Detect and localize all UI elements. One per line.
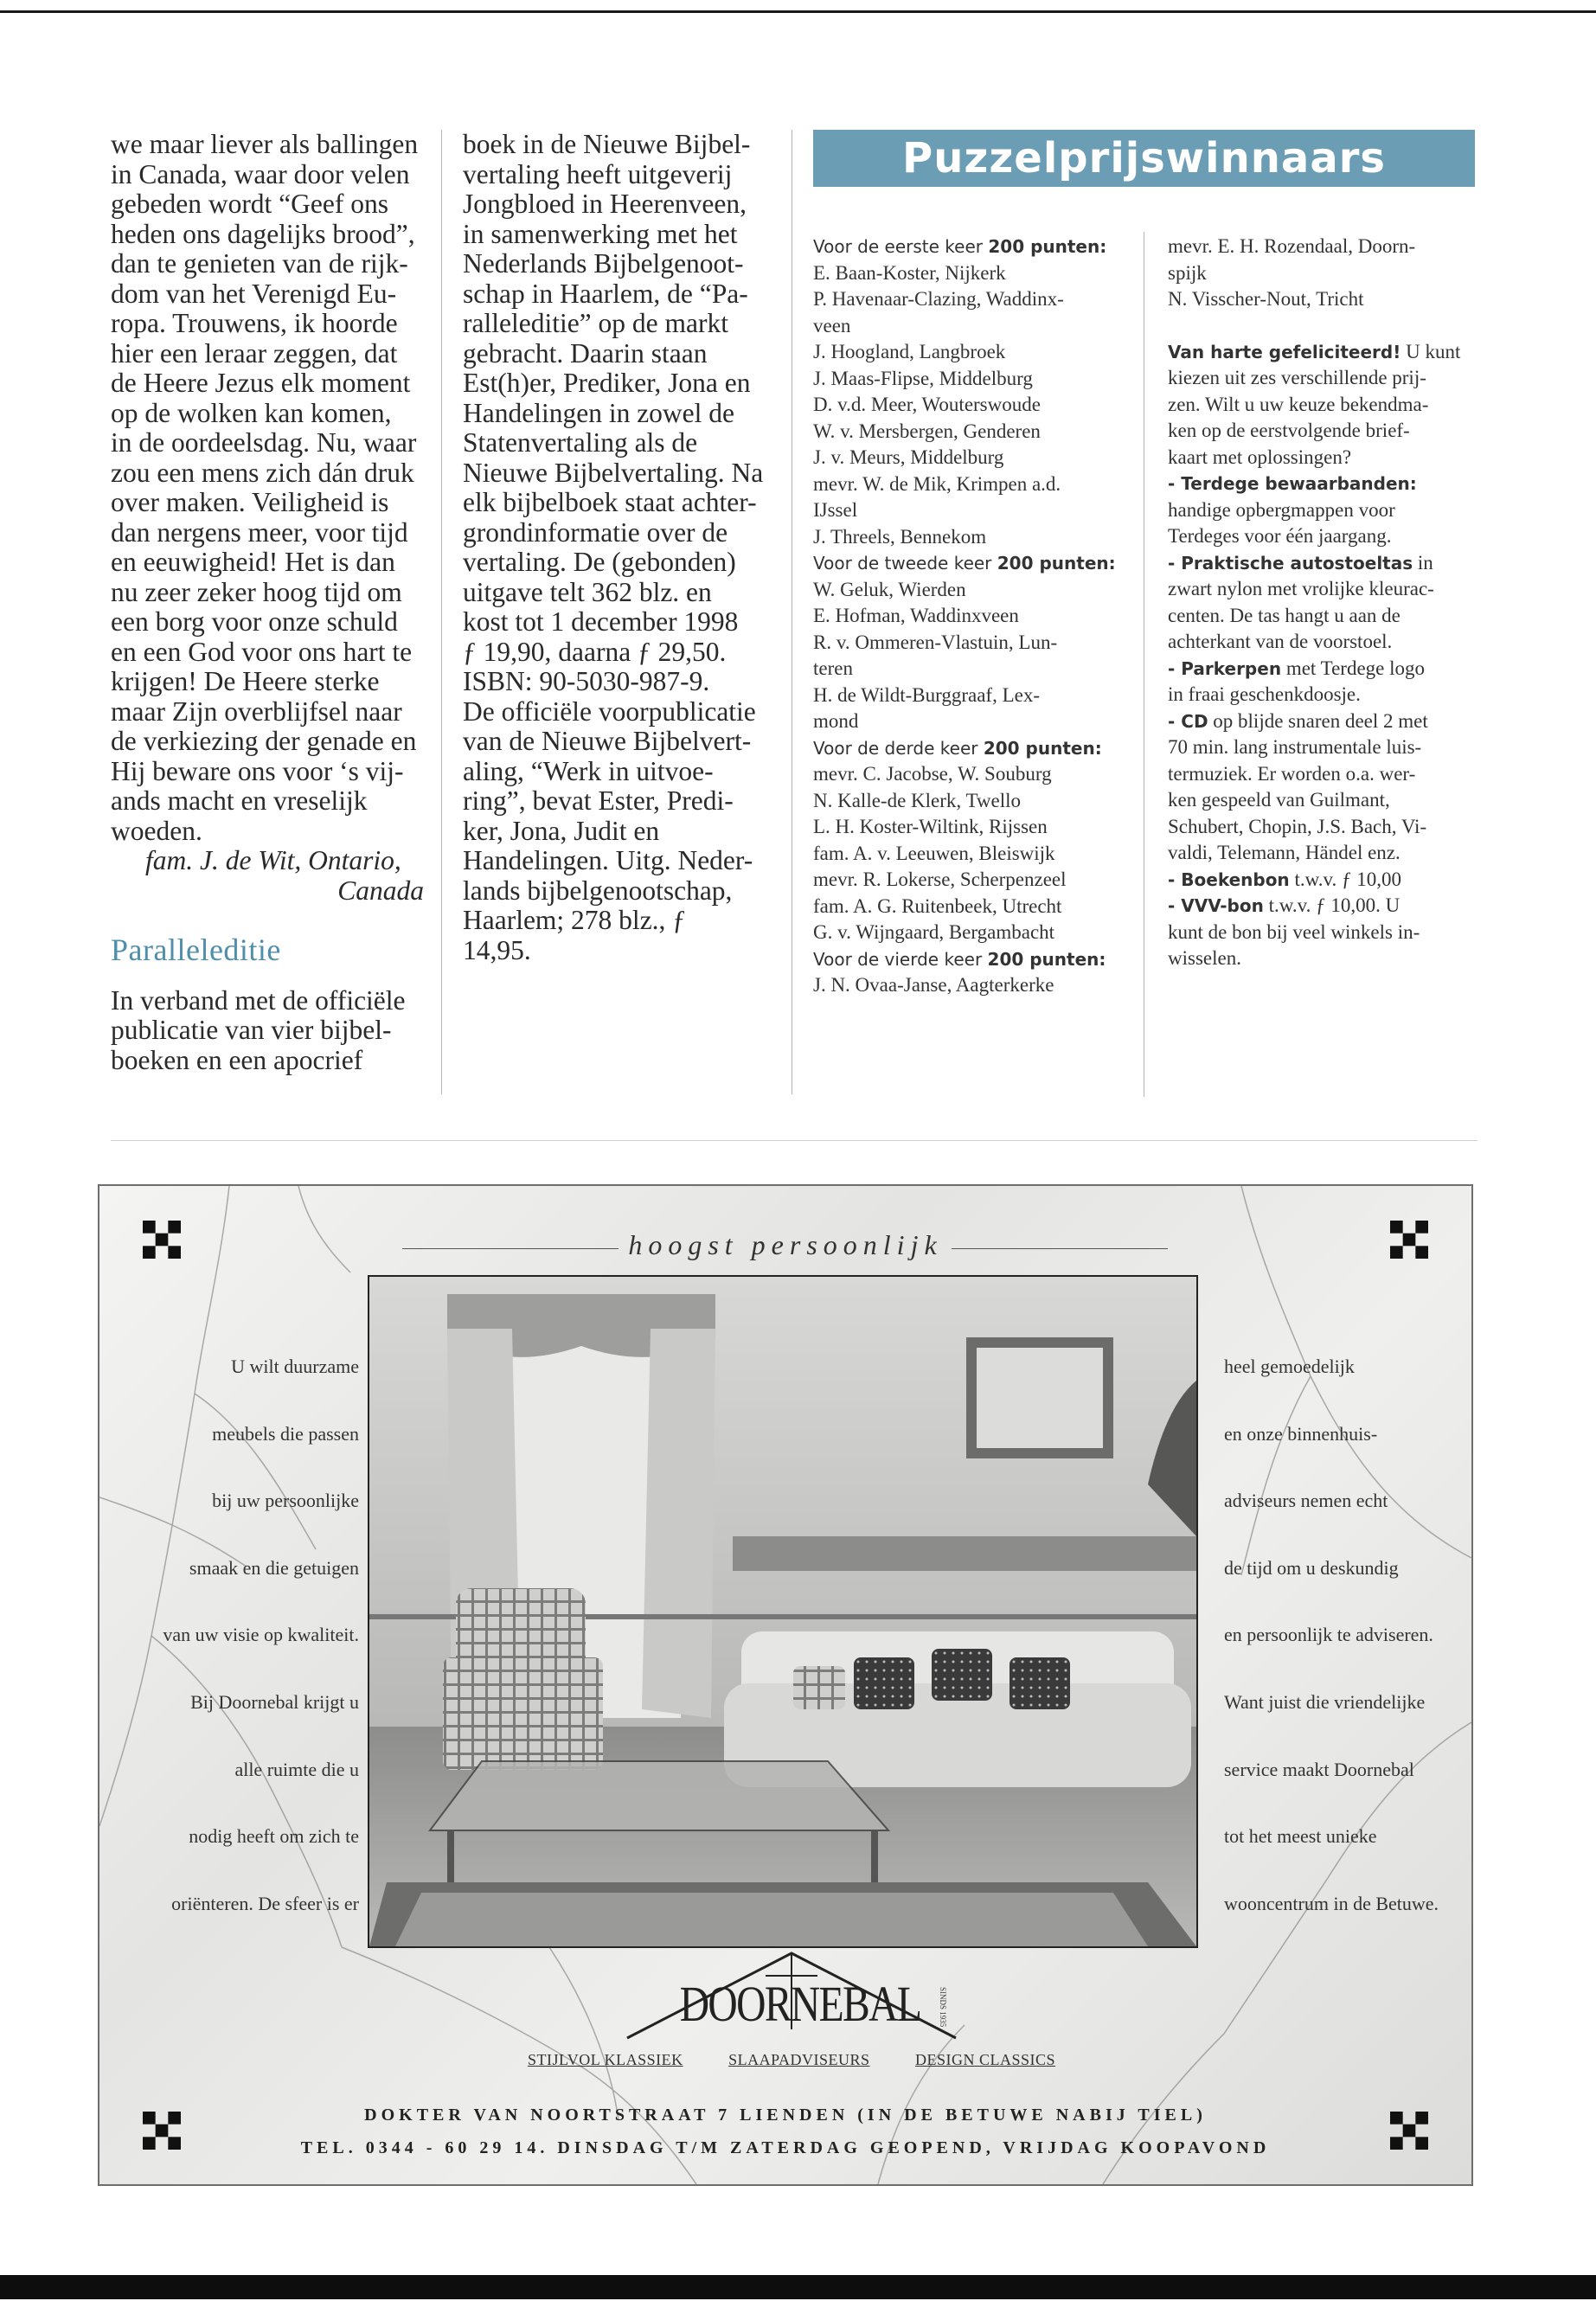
ad-departments — [402, 2051, 1181, 2069]
checker-ornament-icon — [1390, 1221, 1428, 1259]
group-heading: Voor de tweede keer 200 punten: — [813, 553, 1116, 574]
ad-tagline: hoogst persoonlijk — [628, 1229, 943, 1260]
doornebal-advertisement — [98, 1184, 1473, 2186]
checker-ornament-icon — [143, 2112, 181, 2150]
department-slaapadviseurs: SLAAPADVISEURS — [728, 2051, 870, 2068]
subheading-paralleleditie: Paralleleditie — [111, 933, 281, 967]
column-divider — [441, 130, 442, 1094]
doornebal-logo: DOORNEBAL — [679, 1976, 921, 2032]
letter-signature: fam. J. de Wit, Ontario, — [145, 845, 401, 875]
letter-signature-country: Canada — [337, 875, 424, 906]
department-design-classics: DESIGN CLASSICS — [915, 2051, 1056, 2068]
checker-ornament-icon — [143, 1221, 181, 1259]
article-column-1: we maar liever als ballingen in Canada, waar door velen gebeden wordt “Geef ons heden ons dagelijks brood”, dan te genieten van de rijk- dom van het Verenigd Eu- ropa. Trouwens, ik hoorde hier een leraar zeggen, dat de Heere Jezus elk moment op de wolken kan komen, in de oordeelsdag. Nu, waar zou een mens zich dán druk over maken. Veiligheid is dan nergens meer, voor tijd en eeuwigheid! Het is dan nu zeer zeker hoog tijd om een borg voor onze schuld en een God voor ons hart te krijgen! De Heere sterke maar Zijn overblijfsel naar de verkiezing der genade en Hij beware ons voor ‘s vij- ands macht en vreselijk woeden. fam. J. de Wit, Ontario, Canada Paralleleditie In verband met de officiële publicatie van vier bijbel- boeken en een apocrief — [111, 129, 424, 1075]
living-room-illustration — [369, 1277, 1196, 1946]
ad-copy-left: U wilt duurzame meubels die passen bij uw persoonlijke smaak en die getuigen van uw visie op kwaliteit. Bij Doornebal krijgt u alle ruimte die u nodig heeft om zich te oriënteren. De sfeer is er — [163, 1356, 359, 1914]
group-heading: Voor de eerste keer 200 punten: — [813, 236, 1107, 257]
bottom-bar — [0, 2275, 1596, 2299]
top-rule — [0, 10, 1596, 13]
living-room-photo — [368, 1275, 1198, 1948]
ad-address: DOKTER VAN NOORTSTRAAT 7 LIENDEN (IN DE BETUWE NABIJ TIEL) — [364, 2106, 1207, 2125]
group-heading: Voor de derde keer 200 punten: — [813, 737, 1102, 759]
department-stijlvol-klassiek: STIJLVOL KLASSIEK — [527, 2051, 683, 2068]
group-heading: Voor de vierde keer 200 punten: — [813, 948, 1106, 970]
prize-list: mevr. E. H. Rozendaal, Doorn- spijk N. Visscher-Nout, Tricht Van harte gefeliciteerd! U kunt kiezen uit zes verschillende prij- zen. Wilt u uw keuze bekendma- ken op de eerstvolgende brief- kaart met oplossingen? - Terdege bewaarbanden: handige opbergmappen voor Terdeges voor één jaargang. - Praktische autostoeltas in zwart nylon met vrolijke kleurac- centen. De tas hangt u aan de achterkant van de voorstoel. - Parkerpen met Terdege logo in fraai geschenkdoosje. - CD op blijde snaren deel 2 met 70 min. lang instrumentale luis- termuziek. Er worden o.a. wer- ken gespeeld van Guilmant, Schubert, Chopin, J.S. Bach, Vi- valdi, Telemann, Händel enz. - Boekenbon t.w.v. ƒ 10,00 - VVV-bon t.w.v. ƒ 10,00. U kunt de bon bij veel winkels in- wisselen. — [1168, 235, 1461, 969]
winners-list: Voor de eerste keer 200 punten: E. Baan-Koster, Nijkerk P. Havenaar-Clazing, Waddinx- veen J. Hoogland, Langbroek J. Maas-Flipse, Middelburg D. v.d. Meer, Wouterswoude W. v. Mersbergen, Genderen J. v. Meurs, Middelburg mevr. W. de Mik, Krimpen a.d. IJssel J. Threels, Bennekom Voor de tweede keer 200 punten: W. Geluk, Wierden E. Hofman, Waddinxveen R. v. Ommeren-Vlastuin, Lun- teren H. de Wildt-Burggraaf, Lex- mond Voor de derde keer 200 punten: mevr. C. Jacobse, W. Souburg N. Kalle-de Klerk, Twello L. H. Koster-Wiltink, Rijssen fam. A. v. Leeuwen, Bleiswijk mevr. R. Lokerse, Scherpenzeel fam. A. G. Ruitenbeek, Utrecht G. v. Wijngaard, Bergambacht Voor de vierde keer 200 punten: J. N. Ovaa-Janse, Aagterkerke — [813, 234, 1116, 999]
logo-since: SINDS 1935 — [939, 1987, 947, 2028]
section-divider — [111, 1140, 1477, 1141]
article-column-2: boek in de Nieuwe Bijbel- vertaling heeft uitgeverij Jongbloed in Heerenveen, in samenwerking met het Nederlands Bijbelgenoot- schap in Haarlem, de “Pa- ralleleditie” op de markt gebracht. Daarin staan Est(h)er, Prediker, Jona en Handelingen in zowel de Statenvertaling als de Nieuwe Bijbelvertaling. Na elk bijbelboek staat achter- grondinformatie over de vertaling. De (gebonden) uitgave telt 362 blz. en kost tot 1 december 1998 ƒ 19,90, daarna ƒ 29,50. ISBN: 90-5030-987-9. De officiële voorpublicatie van de Nieuwe Bijbelvert- aling, “Werk in uitvoe- ring”, bevat Ester, Predi- ker, Jona, Judit en Handelingen. Uitg. Neder- lands bijbelgenootschap, Haarlem; 278 blz., ƒ 14,95. — [463, 129, 764, 965]
checker-ornament-icon — [1390, 2112, 1428, 2150]
ad-copy-right: heel gemoedelijk en onze binnenhuis- adviseurs nemen echt de tijd om u deskundig en persoonlijk te adviseren. Want juist die vriendelijke service maakt Doornebal tot het meest unieke wooncentrum in de Betuwe. — [1224, 1356, 1439, 1914]
ad-phone-hours: TEL. 0344 - 60 29 14. DINSDAG T/M ZATERDAG GEOPEND, VRIJDAG KOOPAVOND — [300, 2138, 1271, 2157]
puzzle-winners-banner: Puzzelprijswinnaars — [813, 130, 1475, 187]
letter-text: we maar liever als ballingen in Canada, waar door velen gebeden wordt “Geef ons heden ons dagelijks brood”, dan te genieten van de rijk- dom van het Verenigd Eu- ropa. Trouwens, ik hoorde hier een leraar zeggen, dat de Heere Jezus elk moment op de wolken kan komen, in de oordeelsdag. Nu, waar zou een mens zich dán druk over maken. Veiligheid is dan nergens meer, voor tijd en eeuwigheid! Het is dan nu zeer zeker hoog tijd om een borg voor onze schuld en een God voor ons hart te krijgen! De Heere sterke maar Zijn overblijfsel naar de verkiezing der genade en Hij beware ons voor ‘s vij- ands macht en vreselijk woeden. — [111, 129, 419, 846]
